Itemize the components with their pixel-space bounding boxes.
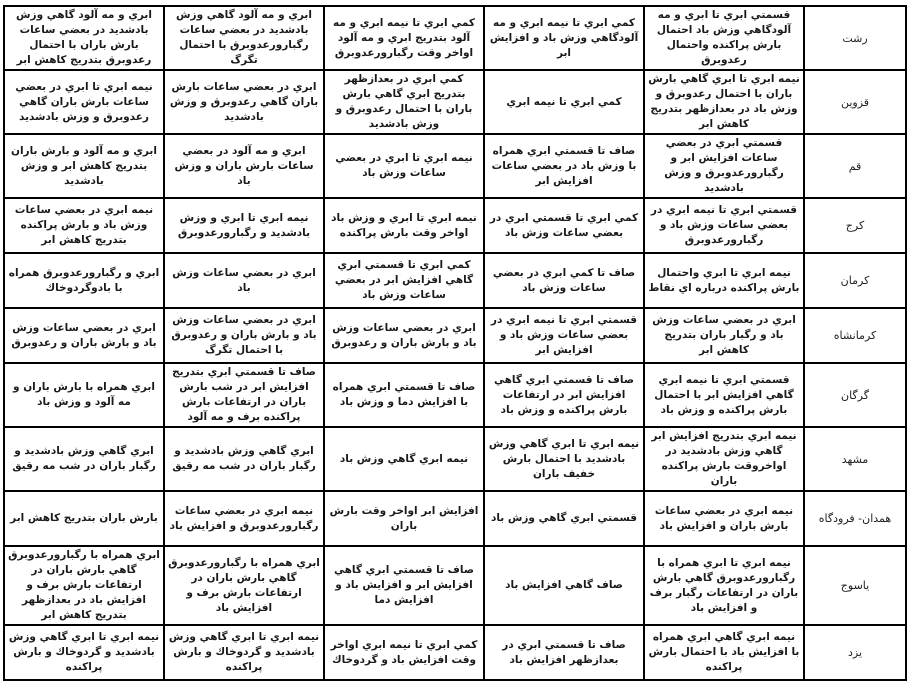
forecast-cell-day-1: قسمتي ابري تا نيمه ابري گاهي افزايش ابر با احتمال بارش پراكنده و وزش باد — [644, 363, 804, 427]
forecast-cell-day-3: صاف تا قسمتي ابري همراه با افزايش دما و وزش باد — [324, 363, 484, 427]
forecast-cell-day-2: قسمتي ابري گاهي وزش باد — [484, 491, 644, 546]
forecast-table-container — [3, 5, 905, 673]
city-name-cell: گرگان — [804, 363, 906, 427]
forecast-cell-day-4: ابري در بعضي ساعات وزش باد و بارش باران و رعدوبرق با احتمال تگرگ — [164, 308, 324, 363]
forecast-cell-day-5: ابري در بعضي ساعات وزش باد و بارش باران و رعدوبرق — [4, 308, 164, 363]
forecast-cell-day-3: نيمه ابري گاهي وزش باد — [324, 427, 484, 491]
city-name-cell: رشت — [804, 6, 906, 70]
forecast-cell-day-4: ابري در بعضي ساعات بارش باران گاهي رعدوبرق و وزش بادشديد — [164, 70, 324, 134]
forecast-cell-day-2: نيمه ابري تا ابري گاهي وزش بادشديد با احتمال بارش خفيف باران — [484, 427, 644, 491]
forecast-cell-day-4: ابري و مه آلود گاهي وزش بادشديد در بعضي ساعات رگبارورعدوبرق با احتمال تگرگ — [164, 6, 324, 70]
forecast-cell-day-3: كمي ابري تا نيمه ابري و مه آلود بتدريج ابري و مه آلود اواخر وقت رگبارورعدوبرق — [324, 6, 484, 70]
city-name-cell: قم — [804, 134, 906, 198]
forecast-cell-day-2: قسمتي ابري تا نيمه ابري در بعضي ساعات وزش باد و افزايش ابر — [484, 308, 644, 363]
forecast-cell-day-2: صاف تا كمي ابري در بعضي ساعات وزش باد — [484, 253, 644, 308]
table-row-kermanshah — [4, 308, 906, 363]
city-name-cell: كرمانشاه — [804, 308, 906, 363]
forecast-cell-day-1: نيمه ابري بتدريج افزايش ابر گاهي وزش بادشديد در اواخروقت بارش پراكنده باران — [644, 427, 804, 491]
forecast-cell-day-1: نيمه ابري تا ابري واحتمال بارش پراكنده درباره اي نقاط — [644, 253, 804, 308]
forecast-cell-day-1: نيمه ابري گاهي ابري همراه با افزايش باد با احتمال بارش پراكنده — [644, 625, 804, 680]
forecast-cell-day-4: صاف تا قسمتي ابري بتدريج افزايش ابر در شب بارش باران در ارتفاعات بارش پراكنده برف و مه آلود — [164, 363, 324, 427]
city-weather-forecast-table — [3, 5, 907, 681]
forecast-cell-day-3: صاف تا قسمتي ابري گاهي افزايش ابر و افزايش باد و افزايش دما — [324, 546, 484, 625]
table-row-yasuj — [4, 546, 906, 625]
forecast-cell-day-5: بارش باران بتدريج كاهش ابر — [4, 491, 164, 546]
city-name-cell: همدان- فرودگاه — [804, 491, 906, 546]
forecast-cell-day-2: كمي ابري تا نيمه ابري و مه آلودگاهي وزش باد و افزايش ابر — [484, 6, 644, 70]
table-row-karaj — [4, 198, 906, 253]
forecast-cell-day-2: صاف تا قسمتي ابري همراه با وزش باد در بعضي ساعات افزايش ابر — [484, 134, 644, 198]
forecast-cell-day-1: نيمه ابري تا ابري همراه با رگبارورعدوبرق گاهي بارش باران در ارتفاعات رگبار برف و افزايش باد — [644, 546, 804, 625]
forecast-cell-day-3: كمي ابري در بعدازظهر بتدريج ابري گاهي بارش باران با احتمال رعدوبرق و وزش بادشديد — [324, 70, 484, 134]
forecast-cell-day-2: كمي ابري تا قسمتي ابري در بعضي ساعات وزش باد — [484, 198, 644, 253]
forecast-cell-day-1: قسمتي ابري در بعضي ساعات افزايش ابر و رگبارورعدوبرق و وزش بادشديد — [644, 134, 804, 198]
table-row-qom — [4, 134, 906, 198]
forecast-cell-day-5: نيمه ابري در بعضي ساعات وزش باد و بارش پراكنده بتدريج كاهش ابر — [4, 198, 164, 253]
forecast-cell-day-3: كمي ابري تا نيمه ابري اواخر وقت افزايش باد و گردوخاك — [324, 625, 484, 680]
forecast-cell-day-5: نيمه ابري تا ابري گاهي وزش بادشديد و گردوخاك و بارش پراكنده — [4, 625, 164, 680]
forecast-cell-day-5: ابري و مه آلود گاهي وزش بادشديد در بعضي ساعات بارش باران با احتمال رعدوبرق بتدريج كاهش ابر — [4, 6, 164, 70]
forecast-cell-day-4: نيمه ابري در بعضي ساعات رگبارورعدوبرق و افزايش باد — [164, 491, 324, 546]
forecast-cell-day-1: ابري در بعضي ساعات وزش باد و رگبار باران بتدريج كاهش ابر — [644, 308, 804, 363]
forecast-cell-day-5: ابري و رگبارورعدوبرق همراه با بادوگردوخاك — [4, 253, 164, 308]
table-row-mashhad — [4, 427, 906, 491]
forecast-cell-day-2: كمي ابري تا نيمه ابري — [484, 70, 644, 134]
forecast-cell-day-3: افزايش ابر اواخر وقت بارش باران — [324, 491, 484, 546]
forecast-cell-day-1: قسمتي ابري تا نيمه ابري در بعضي ساعات وزش باد و رگبارورعدوبرق — [644, 198, 804, 253]
city-name-cell: ياسوج — [804, 546, 906, 625]
forecast-cell-day-3: نيمه ابري تا ابري و وزش باد اواخر وقت بارش پراكنده — [324, 198, 484, 253]
table-row-qazvin — [4, 70, 906, 134]
forecast-cell-day-5: ابري همراه با بارش باران و مه آلود و وزش باد — [4, 363, 164, 427]
forecast-cell-day-2: صاف گاهي افزايش باد — [484, 546, 644, 625]
city-name-cell: كرمان — [804, 253, 906, 308]
table-row-rasht — [4, 6, 906, 70]
city-name-cell: مشهد — [804, 427, 906, 491]
forecast-cell-day-4: ابري در بعضي ساعات وزش باد — [164, 253, 324, 308]
forecast-cell-day-2: صاف تا قسمتي ابري در بعدازظهر افزايش باد — [484, 625, 644, 680]
table-row-kerman — [4, 253, 906, 308]
forecast-cell-day-4: ابري همراه با رگبارورعدوبرق گاهي بارش باران در ارتفاعات بارش برف و افزايش باد — [164, 546, 324, 625]
forecast-cell-day-5: نيمه ابري تا ابري در بعضي ساعات بارش باران گاهي رعدوبرق و وزش بادشديد — [4, 70, 164, 134]
forecast-cell-day-2: صاف تا قسمتي ابري گاهي افزايش ابر در ارتفاعات بارش پراكنده و وزش باد — [484, 363, 644, 427]
forecast-cell-day-3: ابري در بعضي ساعات وزش باد و بارش باران و رعدوبرق — [324, 308, 484, 363]
table-row-gorgan — [4, 363, 906, 427]
forecast-cell-day-5: ابري و مه آلود و بارش باران بتدريج كاهش ابر و وزش بادشديد — [4, 134, 164, 198]
city-name-cell: كرج — [804, 198, 906, 253]
forecast-cell-day-3: كمي ابري تا قسمتي ابري گاهي افزايش ابر در بعضي ساعات وزش باد — [324, 253, 484, 308]
forecast-cell-day-5: ابري همراه با رگبارورعدوبرق گاهي بارش باران در ارتفاعات بارش برف و افزايش باد در بعدازظهر بتدريج كاهش ابر — [4, 546, 164, 625]
table-row-yazd — [4, 625, 906, 680]
forecast-cell-day-1: قسمتي ابري تا ابري و مه آلودگاهي وزش باد احتمال بارش پراكنده واحتمال رعدوبرق — [644, 6, 804, 70]
forecast-cell-day-1: نيمه ابري تا ابري گاهي بارش باران با احتمال رعدوبرق و وزش باد در بعدازظهر بتدريج كاهش ابر — [644, 70, 804, 134]
forecast-cell-day-3: نيمه ابري تا ابري در بعضي ساعات وزش باد — [324, 134, 484, 198]
forecast-cell-day-4: ابري گاهي وزش بادشديد و رگبار باران در شب مه رقيق — [164, 427, 324, 491]
forecast-cell-day-4: ابري و مه آلود در بعضي ساعات بارش باران و وزش باد — [164, 134, 324, 198]
forecast-cell-day-1: نيمه ابري در بعضي ساعات بارش باران و افزايش باد — [644, 491, 804, 546]
forecast-cell-day-4: نيمه ابري تا ابري و وزش بادشديد و رگبارورعدوبرق — [164, 198, 324, 253]
city-name-cell: يزد — [804, 625, 906, 680]
city-name-cell: قزوين — [804, 70, 906, 134]
table-row-hamedan — [4, 491, 906, 546]
forecast-cell-day-4: نيمه ابري تا ابري گاهي وزش بادشديد و گردوخاك و بارش پراكنده — [164, 625, 324, 680]
forecast-cell-day-5: ابري گاهي وزش بادشديد و رگبار باران در شب مه رقيق — [4, 427, 164, 491]
